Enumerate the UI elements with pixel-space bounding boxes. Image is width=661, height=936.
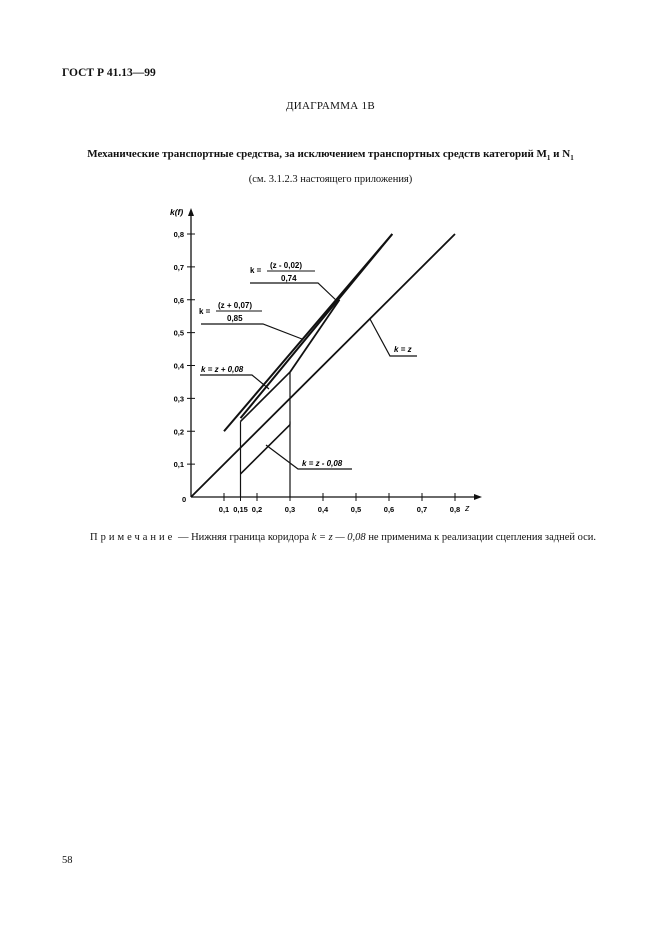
chart-annotations: [199, 261, 417, 469]
leader-plus-008: [200, 375, 269, 389]
x-tick-label: 0,1: [218, 505, 230, 514]
note-text-1: Нижняя граница коридора: [191, 532, 312, 543]
x-tick-label: 0,5: [350, 505, 362, 514]
y-axis-arrow: [188, 208, 194, 216]
note-word: Примечание: [90, 532, 176, 543]
x-axis-arrow: [474, 494, 482, 500]
leader-upper: [250, 283, 338, 302]
y-tick-label: 0,4: [173, 361, 184, 371]
x-tick-label: 0,7: [416, 505, 428, 514]
formula-mid-numerator: (z + 0,07): [218, 301, 253, 310]
page-number: 58: [62, 855, 73, 866]
title-main: Механические транспортные средства, за исключением транспортных средств категорий M: [87, 148, 547, 160]
y-tick-label: 0,1: [173, 460, 184, 470]
y-tick-label: 0,3: [173, 394, 184, 404]
title-and: и N: [550, 148, 571, 160]
y-tick-label: 0,2: [173, 427, 184, 437]
x-tick-label: 0,3: [284, 505, 296, 514]
note-formula: k = z — 0,08: [311, 532, 366, 543]
x-axis-label: z: [465, 503, 470, 513]
x-tick-label: 0,4: [317, 505, 329, 514]
y-axis-label: k(f): [170, 207, 184, 217]
y-tick-label: 0,6: [173, 295, 184, 305]
x-tick-label: 0,8: [449, 505, 461, 514]
note-dash: —: [175, 532, 192, 543]
x-tick-label: 0,2: [251, 505, 263, 514]
origin-label: 0: [182, 495, 187, 504]
series-line-minus-008: [241, 425, 291, 474]
document-header: ГОСТ Р 41.13—99: [62, 67, 156, 79]
diagram-reference: (см. 3.1.2.3 настоящего приложения): [248, 174, 413, 185]
x-tick-label: 0,15: [233, 505, 248, 514]
formula-upper-k: k =: [250, 266, 262, 275]
note-paragraph: [62, 530, 600, 545]
diagram-label: ДИАГРАММА 1В: [285, 100, 376, 112]
series-connector: [290, 300, 340, 372]
formula-upper-numerator: (z - 0,02): [270, 261, 303, 270]
y-tick-label: 0,5: [173, 328, 184, 338]
leader-mid: [201, 324, 302, 339]
series-line-middle-limit: [241, 234, 393, 418]
y-tick-label: 0,7: [173, 262, 184, 272]
x-tick-label: 0,6: [383, 505, 395, 514]
series-line-plus-008: [241, 372, 291, 421]
formula-upper-denominator: 0,74: [281, 274, 297, 283]
label-plus-008: k = z + 0,08: [201, 365, 244, 374]
title-sub-2: 1: [570, 154, 574, 163]
y-tick-label: 0,8: [173, 230, 184, 239]
formula-mid-denominator: 0,85: [227, 314, 243, 323]
label-k-eq-z: k = z: [394, 345, 412, 354]
note-text-2: не применима к реализации сцепления задней оси.: [365, 532, 597, 543]
formula-mid-k: k =: [199, 307, 211, 316]
title-sub-1: 1: [546, 154, 551, 163]
label-minus-008: k = z - 0,08: [302, 459, 343, 468]
